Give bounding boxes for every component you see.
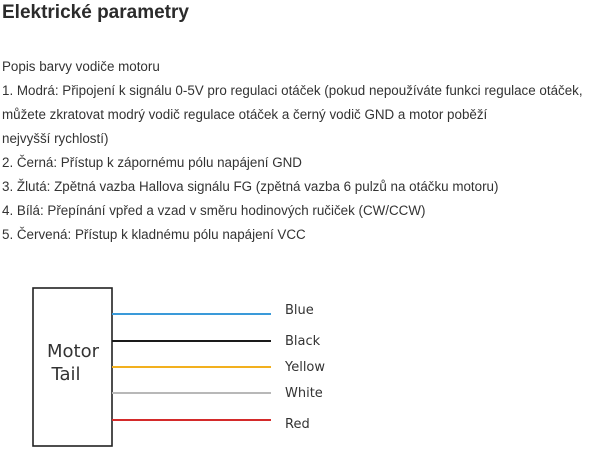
description-line: 2. Černá: Přístup k zápornému pólu napájení GND	[2, 155, 302, 170]
page-title: Elektrické parametry	[2, 2, 189, 23]
wire-label-black: Black	[285, 334, 321, 349]
description-line: 4. Bílá: Přepínání vpřed a vzad v směru hodinových ručiček (CW/CCW)	[2, 203, 426, 218]
description-line: nejvyšší rychlostí)	[2, 131, 109, 146]
motor-label-line2: Tail	[51, 364, 81, 385]
description-intro: Popis barvy vodiče motoru	[2, 59, 160, 74]
wiring-diagram	[2, 276, 358, 462]
wire-description	[2, 55, 614, 247]
wiring-diagram-svg	[2, 276, 358, 462]
description-line: 1. Modrá: Připojení k signálu 0-5V pro regulaci otáček (pokud nepoužíváte funkci regulace otáček,	[2, 83, 583, 98]
wire-label-yellow: Yellow	[285, 360, 326, 375]
motor-label-line1: Motor	[46, 341, 100, 362]
description-line: můžete zkratovat modrý vodič regulace otáček a černý vodič GND a motor poběží	[2, 107, 488, 122]
description-line: 5. Červená: Přístup k kladnému pólu napájení VCC	[2, 227, 306, 242]
description-line: 3. Žlutá: Zpětná vazba Hallova signálu FG (zpětná vazba 6 pulzů na otáčku motoru)	[2, 179, 499, 194]
wire-label-blue: Blue	[285, 303, 314, 318]
wire-label-white: White	[285, 386, 323, 401]
wire-label-red: Red	[285, 417, 310, 432]
